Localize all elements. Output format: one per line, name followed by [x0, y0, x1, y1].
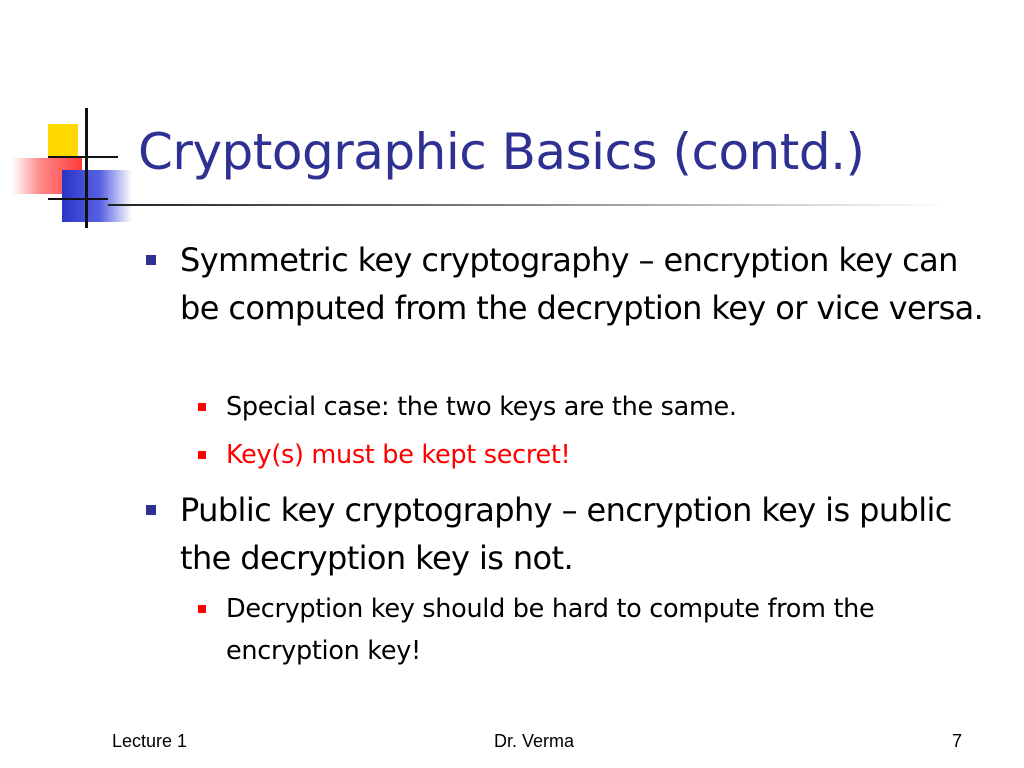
bullet-text: Public key cryptography – encryption key is public the decryption key is not. [180, 491, 952, 577]
footer-author: Dr. Verma [494, 731, 575, 751]
square-bullet-icon [198, 605, 206, 613]
sub-bullet-text: Key(s) must be kept secret! [226, 440, 571, 470]
sub-bullet-secret-warning [226, 434, 986, 476]
footer-lecture: Lecture 1 [112, 731, 188, 751]
square-bullet-icon [146, 255, 156, 265]
sub-bullet-decryption-key [226, 588, 986, 672]
bullet-symmetric-key [180, 236, 995, 332]
sub-bullet-special-case [226, 386, 986, 428]
square-bullet-icon [198, 403, 206, 411]
bullet-text: Symmetric key cryptography – encryption key can be computed from the decryption key or vice versa. [180, 241, 984, 327]
sub-bullet-text: Special case: the two keys are the same. [226, 392, 737, 422]
bullet-public-key [180, 486, 995, 582]
sub-bullet-text: Decryption key should be hard to compute from the encryption key! [226, 594, 875, 666]
slide-title: Cryptographic Basics (contd.) [138, 123, 865, 181]
square-bullet-icon [146, 505, 156, 515]
footer-page-number: 7 [952, 731, 963, 751]
square-bullet-icon [198, 451, 206, 459]
